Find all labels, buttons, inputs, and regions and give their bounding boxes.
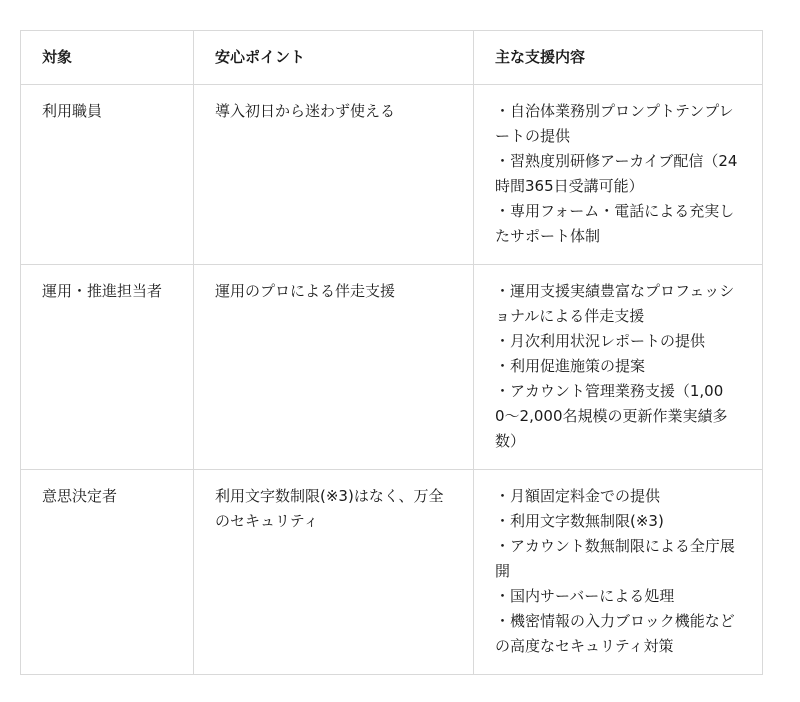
cell-support (474, 85, 763, 265)
support-list (495, 279, 742, 454)
cell-point: 導入初日から迷わず使える (194, 85, 474, 265)
cell-point: 運用のプロによる伴走支援 (194, 265, 474, 470)
cell-target: 利用職員 (21, 85, 194, 265)
support-item: ・運用支援実績豊富なプロフェッショナルによる伴走支援 (495, 282, 735, 325)
support-item: ・利用文字数無制限(※3) (495, 512, 664, 530)
support-item: ・国内サーバーによる処理 (495, 587, 675, 605)
cell-support (474, 265, 763, 470)
support-table (20, 30, 763, 675)
table-row (21, 265, 763, 470)
header-target: 対象 (21, 31, 194, 85)
support-item: ・アカウント数無制限による全庁展開 (495, 537, 735, 580)
support-item: ・習熟度別研修アーカイブ配信（24時間365日受講可能） (495, 152, 738, 195)
support-item: ・利用促進施策の提案 (495, 357, 646, 375)
support-item: ・専用フォーム・電話による充実したサポート体制 (495, 202, 735, 245)
support-item: ・アカウント管理業務支援（1,000〜2,000名規模の更新作業実績多数） (495, 382, 728, 450)
support-list (495, 99, 742, 249)
support-item: ・自治体業務別プロンプトテンプレートの提供 (495, 102, 734, 145)
header-support: 主な支援内容 (474, 31, 763, 85)
header-point: 安心ポイント (194, 31, 474, 85)
table-header-row (21, 31, 763, 85)
cell-point: 利用文字数制限(※3)はなく、万全のセキュリティ (194, 470, 474, 675)
cell-support (474, 470, 763, 675)
table-row (21, 470, 763, 675)
support-table-container (20, 30, 762, 675)
cell-target: 運用・推進担当者 (21, 265, 194, 470)
support-list (495, 484, 742, 659)
table-row (21, 85, 763, 265)
support-item: ・月額固定料金での提供 (495, 487, 661, 505)
cell-target: 意思決定者 (21, 470, 194, 675)
support-item: ・月次利用状況レポートの提供 (495, 332, 706, 350)
support-item: ・機密情報の入力ブロック機能などの高度なセキュリティ対策 (495, 612, 735, 655)
